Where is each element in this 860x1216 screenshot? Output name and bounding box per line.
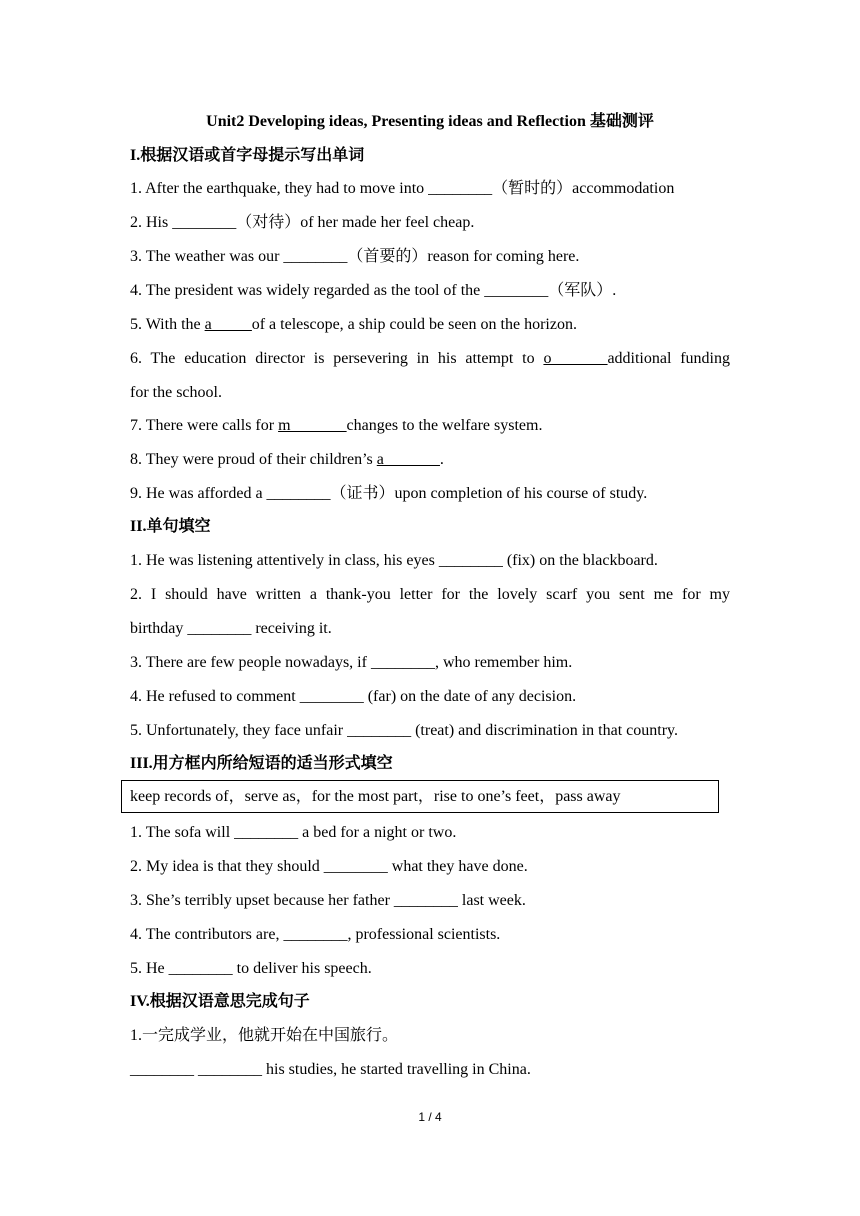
s1-item-5-post: of a telescope, a ship could be seen on the horizon. (251, 316, 577, 333)
section-4-heading: IV.根据汉语意思完成句子 (130, 993, 310, 1010)
s3-item-3: 3. She’s terribly upset because her father ________ last week. (130, 892, 526, 909)
s1-item-6-blank: o_______ (543, 350, 608, 367)
section-3-heading: III.用方框内所给短语的适当形式填空 (130, 755, 393, 772)
s1-item-7-blank: m_______ (278, 417, 347, 434)
s1-item-6-pre: 6. The education director is persevering in his attempt to (130, 350, 544, 367)
s1-item-8 (130, 448, 730, 472)
s1-item-6-post: additional funding (607, 350, 730, 367)
s2-item-1: 1. He was listening attentively in class, his eyes ________ (fix) on the blackboard. (130, 552, 658, 569)
s1-item-4: 4. The president was widely regarded as the tool of the ________（军队）. (130, 282, 617, 299)
s1-item-5 (130, 313, 730, 337)
s3-item-5: 5. He ________ to deliver his speech. (130, 960, 372, 977)
s1-item-8-pre: 8. They were proud of their children’s (130, 451, 377, 468)
s2-item-2: 2. I should have written a thank-you letter for the lovely scarf you sent me for my (130, 586, 730, 603)
section-1-heading: I.根据汉语或首字母提示写出单词 (130, 147, 365, 164)
s4-item-1-cn: 1.一完成学业，他就开始在中国旅行。 (130, 1027, 399, 1044)
s1-item-9: 9. He was afforded a ________（证书）upon completion of his course of study. (130, 485, 648, 502)
s1-item-6 (130, 347, 730, 371)
s2-item-4: 4. He refused to comment ________ (far) on the date of any decision. (130, 688, 577, 705)
s1-item-8-blank: a_______ (376, 451, 440, 468)
s1-item-5-pre: 5. With the (130, 316, 205, 333)
s2-item-5: 5. Unfortunately, they face unfair ________ (treat) and discrimination in that country. (130, 722, 678, 739)
s1-item-7-post: changes to the welfare system. (346, 417, 543, 434)
s1-item-8-post: . (439, 451, 444, 468)
s1-item-7 (130, 414, 730, 438)
s1-item-1: 1. After the earthquake, they had to move into ________（暂时的）accommodation (130, 180, 675, 197)
s2-item-2-cont: birthday ________ receiving it. (130, 620, 332, 637)
s1-item-6-cont: for the school. (130, 384, 222, 401)
s1-item-3: 3. The weather was our ________（首要的）reason for coming here. (130, 248, 580, 265)
s3-item-1: 1. The sofa will ________ a bed for a night or two. (130, 824, 457, 841)
s1-item-2: 2. His ________（对待）of her made her feel cheap. (130, 214, 475, 231)
section-2-heading: II.单句填空 (130, 518, 211, 535)
s2-item-3: 3. There are few people nowadays, if ________, who remember him. (130, 654, 573, 671)
s3-item-4: 4. The contributors are, ________, professional scientists. (130, 926, 501, 943)
s3-item-2: 2. My idea is that they should ________ what they have done. (130, 858, 528, 875)
s1-item-5-blank: a_____ (204, 316, 252, 333)
s4-item-1-en: ________ ________ his studies, he started travelling in China. (130, 1061, 531, 1078)
document-title: Unit2 Developing ideas, Presenting ideas and Reflection 基础测评 (206, 113, 654, 130)
page-number: 1 / 4 (418, 1110, 442, 1124)
phrase-box: keep records of，serve as，for the most part，rise to one’s feet，pass away (121, 780, 719, 813)
s1-item-7-pre: 7. There were calls for (130, 417, 279, 434)
